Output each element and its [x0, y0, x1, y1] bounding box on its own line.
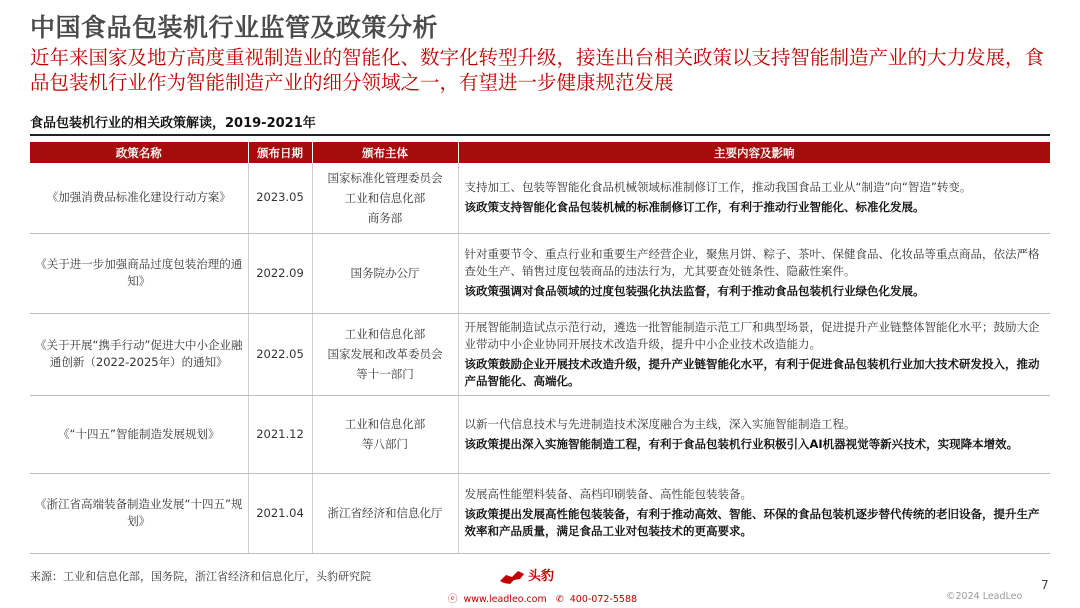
- page-number: 7: [1041, 578, 1049, 592]
- issue-date: 2023.05: [248, 163, 312, 233]
- issuer-line: 浙江省经济和信息化厅: [327, 506, 443, 520]
- policy-impact: 该政策鼓励企业开展技术改造升级，提升产业链智能化水平，有利于促进食品包装机行业加大技术研发投入，推动产品智能化、高端化。: [464, 356, 1040, 388]
- policy-name: 《“十四五”智能制造发展规划》: [30, 395, 248, 473]
- issuer-line: 国务院办公厅: [350, 266, 420, 280]
- table-header-row: [30, 142, 1050, 163]
- policy-impact: 该政策提出深入实施智能制造工程，有利于食品包装机行业积极引入AI机器视觉等新兴技术，实现降本增效。: [464, 436, 1019, 451]
- policy-impact: 该政策支持智能化食品包装机械的标准制修订工作，有利于推动行业智能化、标准化发展。: [464, 200, 925, 215]
- header-issuer: 颁布主体: [312, 142, 458, 163]
- policy-name: 《加强消费品标准化建设行动方案》: [30, 163, 248, 233]
- issuer: [312, 473, 458, 553]
- content-cell: [458, 395, 1050, 473]
- policy-name: 《浙江省高端装备制造业发展“十四五”规划》: [30, 473, 248, 553]
- header-content-impact: 主要内容及影响: [458, 142, 1050, 163]
- issue-date: 2021.12: [248, 395, 312, 473]
- logo-text: 头豹: [528, 569, 555, 584]
- policy-impact: 该政策提出发展高性能包装装备，有利于推动高效、智能、环保的食品包装机逐步替代传统的老旧设备，提升生产效率和产品质量，满足食品工业对包装技术的更高要求。: [464, 507, 1040, 538]
- copyright: ©2024 LeadLeo: [946, 591, 1023, 602]
- issuer: [312, 163, 458, 233]
- page-subtitle: 近年来国家及地方高度重视制造业的智能化、数字化转型升级，接连出台相关政策以支持智能制造产业的大力发展，食品包装机行业作为智能制造产业的细分领域之一，有望进一步健康规范发展: [30, 46, 1045, 94]
- issue-date: 2022.09: [248, 233, 312, 313]
- issuer-line: 等八部门: [362, 437, 408, 451]
- header-issue-date: 颁布日期: [248, 142, 312, 163]
- issuer-line: 国家标准化管理委员会: [327, 170, 443, 185]
- issue-date: 2022.05: [248, 313, 312, 395]
- issuer: [312, 233, 458, 313]
- issuer: [312, 313, 458, 395]
- website-link[interactable]: www.leadleo.com: [463, 594, 547, 605]
- content-cell: [458, 163, 1050, 233]
- policy-content: 以新一代信息技术与先进制造技术深度融合为主线，深入实施智能制造工程。: [464, 416, 856, 431]
- contact-info: [448, 591, 643, 605]
- policy-name: 《关于进一步加强商品过度包装治理的通知》: [30, 233, 248, 313]
- table-row: [30, 395, 1050, 473]
- caption-divider: [30, 134, 1050, 136]
- policy-content: 发展高性能塑料装备、高档印刷装备、高性能包装装备。: [464, 487, 752, 501]
- issuer: [312, 395, 458, 473]
- content-cell: [458, 473, 1050, 553]
- table-row: [30, 473, 1050, 553]
- phone-number: 400-072-5588: [569, 594, 638, 605]
- issuer-line: 工业和信息化部: [344, 417, 426, 431]
- content-cell: [458, 233, 1050, 313]
- policy-impact: 该政策强调对食品领域的过度包装强化执法监督，有利于推动食品包装机行业绿色化发展。: [464, 284, 925, 298]
- policy-table: [30, 142, 1050, 554]
- policy-content: 支持加工、包装等智能化食品机械领域标准制修订工作，推动我国食品工业从“制造”向“智造”转变。: [464, 180, 972, 195]
- issuer-line: 工业和信息化部: [344, 327, 426, 341]
- table-row: [30, 313, 1050, 395]
- table-caption: 食品包装机行业的相关政策解读，2019-2021年: [30, 116, 316, 131]
- policy-name: 《关于开展“携手行动”促进大中小企业融通创新（2022-2025年）的通知》: [30, 313, 248, 395]
- content-cell: [458, 313, 1050, 395]
- issuer-line: 商务部: [367, 210, 403, 225]
- issuer-line: 等十一部门: [356, 367, 414, 381]
- policy-content: 针对重要节令、重点行业和重要生产经营企业，聚焦月饼、粽子、茶叶、保健食品、化妆品等重点商品，依法严格查处生产、销售过度包装商品的违法行为，尤其要查处链条性、隐蔽性案件。: [464, 247, 1040, 278]
- issuer-line: 工业和信息化部: [344, 190, 426, 205]
- issuer-line: 国家发展和改革委员会: [327, 347, 443, 361]
- source-note: 来源：工业和信息化部，国务院，浙江省经济和信息化厅，头豹研究院: [30, 570, 371, 583]
- phone-icon: ✆: [555, 594, 564, 605]
- policy-content: 开展智能制造试点示范行动，遴选一批智能制造示范工厂和典型场景，促进提升产业链整体智能化水平；鼓励大企业带动中小企业协同开展技术改造升级，提升中小企业技术改造能力。: [464, 319, 1040, 351]
- page-title: 中国食品包装机行业监管及政策分析: [30, 13, 439, 42]
- web-icon: ⓔ: [448, 594, 458, 605]
- issue-date: 2021.04: [248, 473, 312, 553]
- table-row: [30, 163, 1050, 233]
- header-policy-name: 政策名称: [30, 142, 248, 163]
- table-row: [30, 233, 1050, 313]
